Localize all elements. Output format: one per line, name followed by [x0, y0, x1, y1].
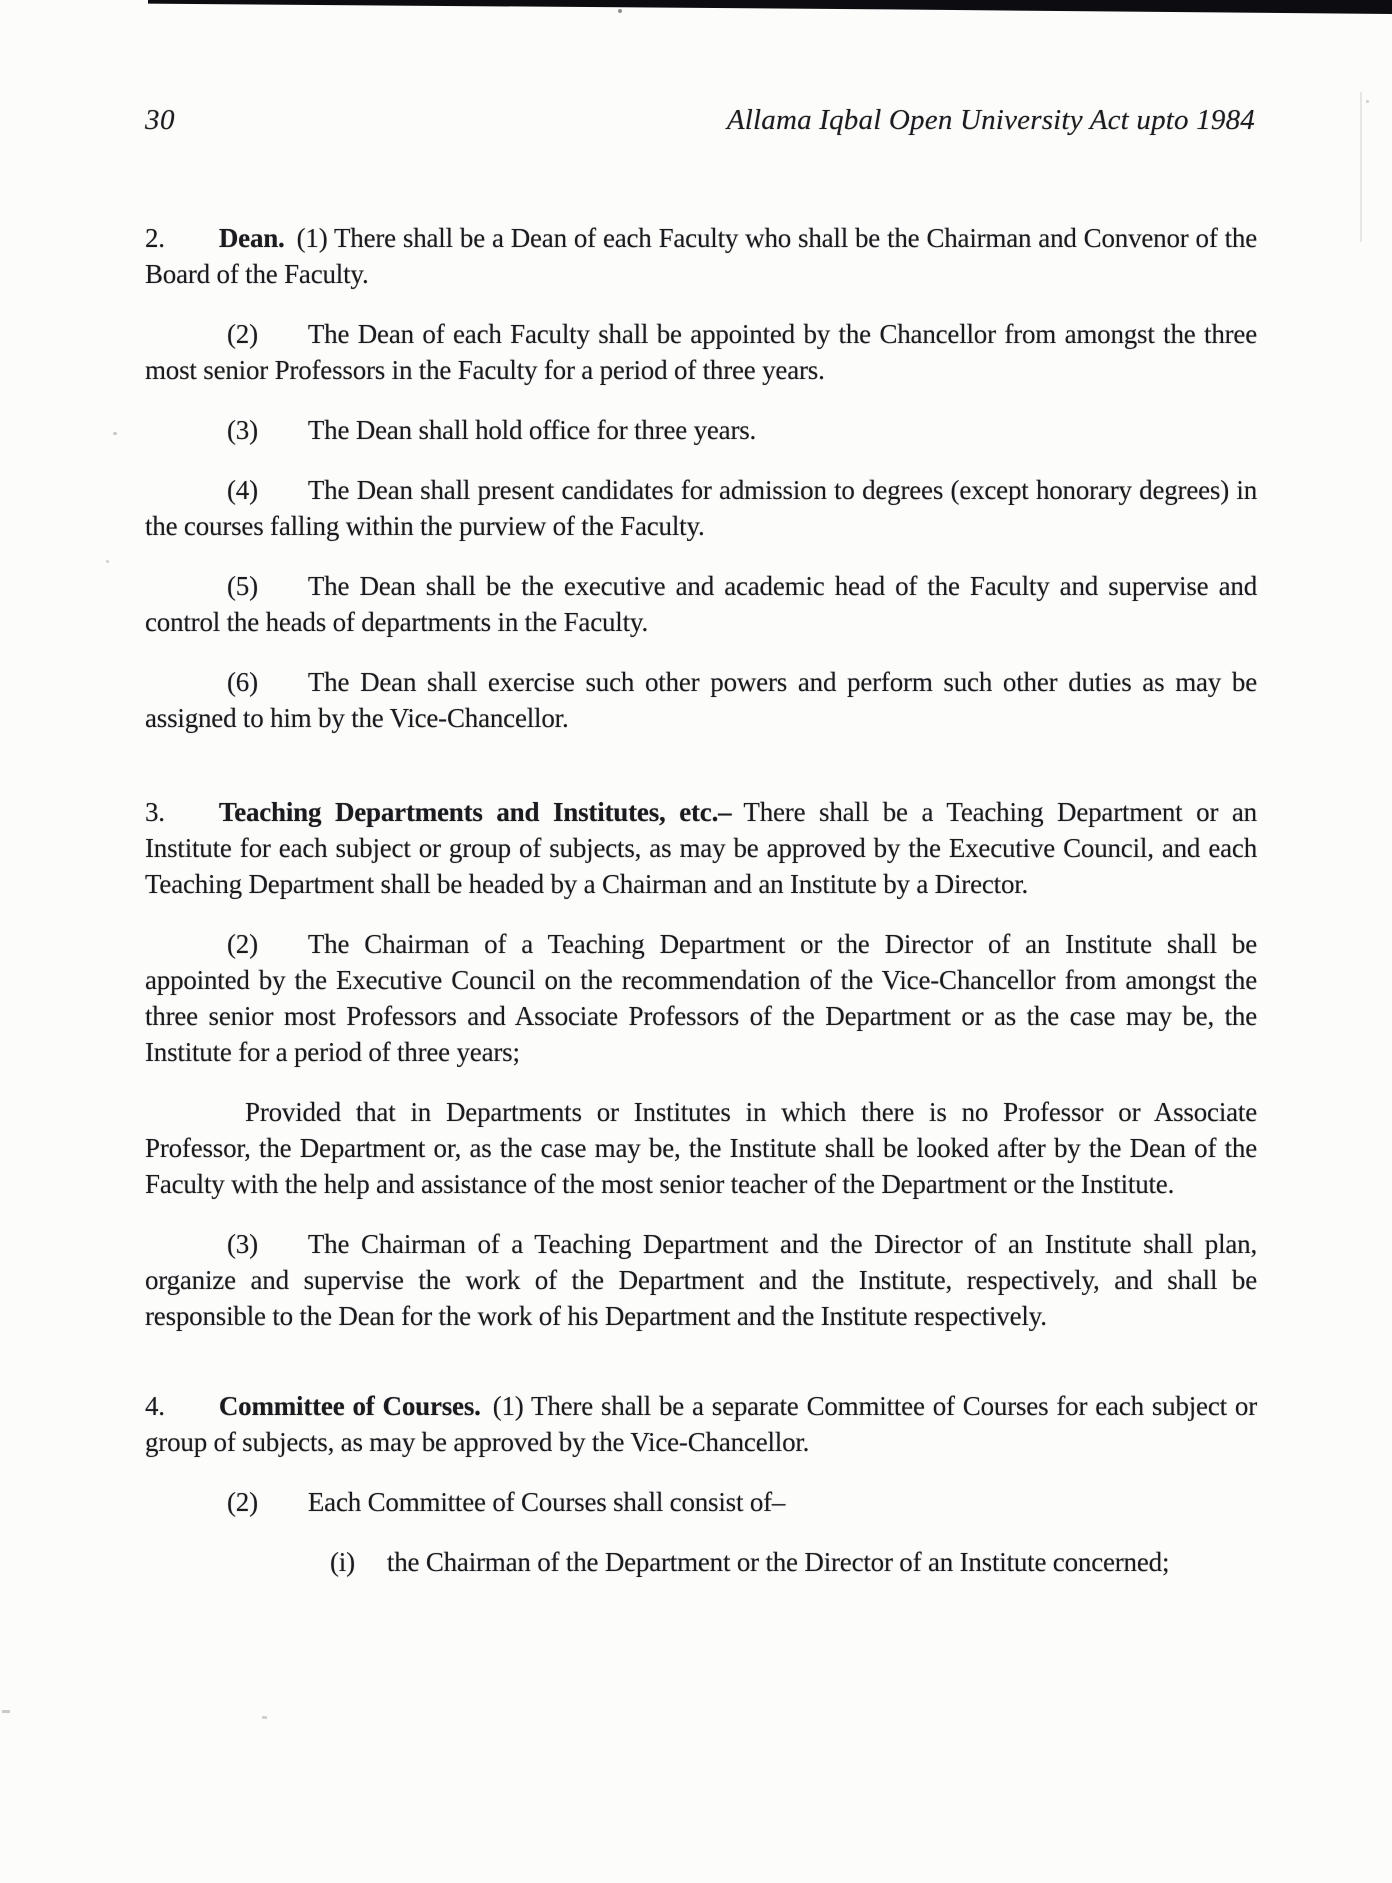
- running-header-row: [145, 104, 1255, 137]
- clause-text: The Dean shall exercise such other powers and perform such other duties as may be assigned to him by the Vice-Chancellor.: [145, 667, 1257, 733]
- section-3-clause-2: [145, 926, 1257, 1070]
- section-2-clause-4: [145, 472, 1257, 544]
- clause-number: (2): [227, 1487, 258, 1517]
- page-number: 30: [145, 104, 175, 136]
- section-heading: Dean.: [218, 223, 285, 253]
- section-4-list-item-i: [145, 1544, 1257, 1580]
- section-2-clause-2: [145, 316, 1257, 388]
- list-item-number: (i): [330, 1547, 355, 1577]
- section-number: 2.: [145, 223, 165, 253]
- section-3-clause-3: [145, 1226, 1257, 1334]
- clause-text: The Chairman of a Teaching Department and the Director of an Institute shall plan, organize and supervise the work of the Department and the Institute, respectively, and shall be responsible to the Dean for the work of his Department and the Institute respectively.: [145, 1229, 1257, 1331]
- clause-text: Each Committee of Courses shall consist of–: [307, 1487, 786, 1517]
- clause-text: The Dean shall be the executive and academic head of the Faculty and supervise and control the heads of departments in the Faculty.: [145, 571, 1257, 637]
- clause-number: (2): [227, 319, 258, 349]
- section-3-proviso: [145, 1094, 1257, 1202]
- clause-number: (6): [227, 667, 258, 697]
- clause-number: (2): [227, 929, 258, 959]
- document-body: [145, 220, 1257, 1580]
- clause-number: (3): [227, 415, 258, 445]
- clause-number: (3): [227, 1229, 258, 1259]
- section-2-clause-3: [145, 412, 1257, 448]
- section-number: 3.: [145, 797, 165, 827]
- scan-speck: [2, 1710, 10, 1713]
- scan-artifact-top-bar: [148, 0, 1392, 14]
- section-number: 4.: [145, 1391, 165, 1421]
- list-item-text: the Chairman of the Department or the Director of an Institute concerned;: [386, 1547, 1170, 1577]
- scan-speck: [262, 1716, 267, 1719]
- scan-speck: [113, 432, 117, 435]
- paragraph-text: (1) There shall be a separate Committee of Courses for each subject or group of subjects, as may be approved by the Vice-Chancellor.: [145, 1391, 1257, 1457]
- clause-text: The Dean shall present candidates for admission to degrees (except honorary degrees) in the courses falling within the purview of the Faculty.: [145, 475, 1257, 541]
- section-2-clause-5: [145, 568, 1257, 640]
- clause-text: The Dean of each Faculty shall be appointed by the Chancellor from amongst the three most senior Professors in the Faculty for a period of three years.: [145, 319, 1257, 385]
- paragraph-text: There shall be a Teaching Department or an Institute for each subject or group of subjects, as may be approved by the Executive Council, and each Teaching Department shall be headed by a Chairman and an Institute by a Director.: [145, 797, 1257, 899]
- clause-number: (5): [227, 571, 258, 601]
- section-heading: Teaching Departments and Institutes, etc.–: [218, 797, 732, 827]
- scan-speck: [1366, 100, 1369, 103]
- paragraph-text: (1) There shall be a Dean of each Faculty who shall be the Chairman and Convenor of the Board of the Faculty.: [145, 223, 1257, 289]
- clause-text: The Dean shall hold office for three years.: [307, 415, 757, 445]
- section-3-paragraph-1: [145, 794, 1257, 902]
- clause-number: (4): [227, 475, 258, 505]
- scan-artifact-edge-line: [1360, 92, 1362, 242]
- section-heading: Committee of Courses.: [218, 1391, 481, 1421]
- scan-speck: [618, 9, 622, 13]
- section-4-paragraph-1: [145, 1388, 1257, 1460]
- proviso-text: Provided that in Departments or Institutes in which there is no Professor or Associate Professor, the Department or, as the case may be, the Institute shall be looked after by the Dean of the Faculty with the help and assistance of the most senior teacher of the Department or the Institute.: [145, 1097, 1257, 1199]
- clause-text: The Chairman of a Teaching Department or the Director of an Institute shall be appointed by the Executive Council on the recommendation of the Vice-Chancellor from amongst the three senior most Professors and Associate Professors of the Department or as the case may be, the Institute for a period of three years;: [145, 929, 1257, 1067]
- scan-speck: [106, 560, 109, 563]
- section-4-clause-2: [145, 1484, 1257, 1520]
- section-2-paragraph-1: [145, 220, 1257, 292]
- running-header-title: Allama Iqbal Open University Act upto 1984: [726, 104, 1255, 136]
- section-2-clause-6: [145, 664, 1257, 736]
